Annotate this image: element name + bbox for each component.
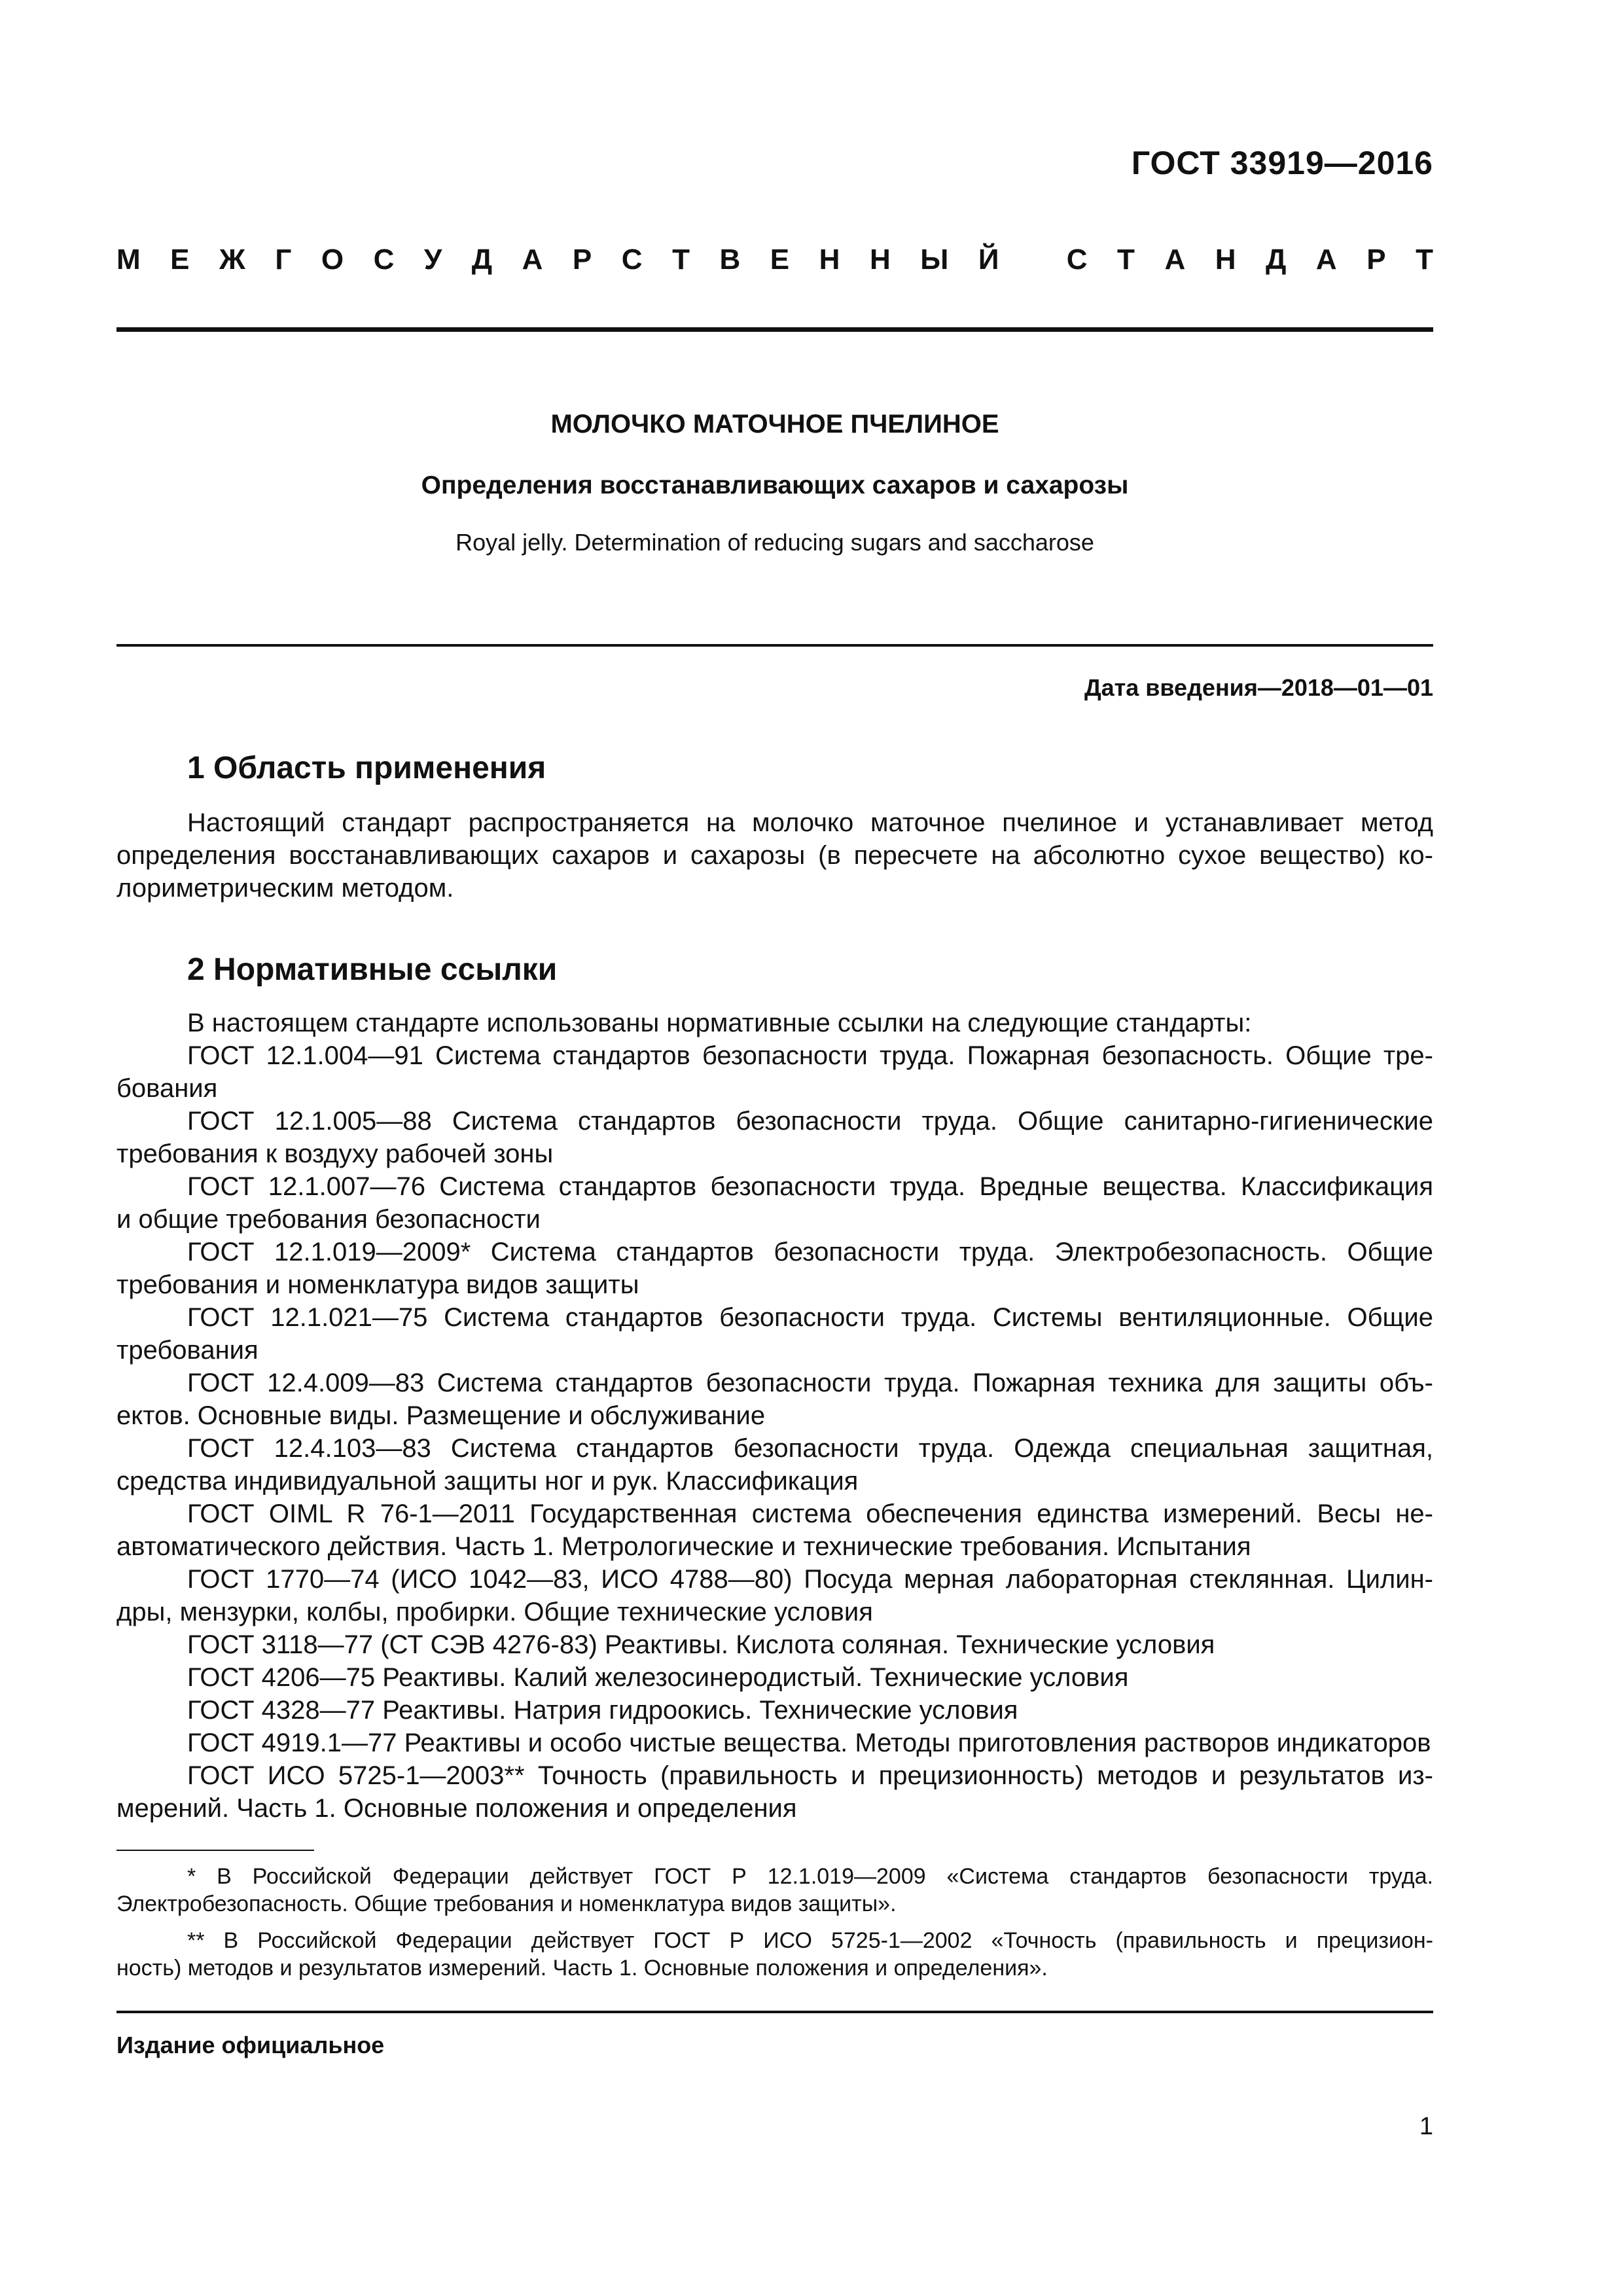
banner-letter: О xyxy=(321,243,344,276)
footnote-line: Электробезопасность. Общие требования и номенклатура видов защиты». xyxy=(116,1892,897,1916)
banner-letter: А xyxy=(1315,243,1337,276)
reference-line: и общие требования безопасности xyxy=(116,1205,541,1234)
footnote-gap xyxy=(116,1918,1433,1927)
footnote-line: ность) методов и результатов измерений. Часть 1. Основные положения и определения». xyxy=(116,1956,1048,1981)
page-number: 1 xyxy=(1419,2113,1433,2140)
reference-line: ектов. Основные виды. Размещение и обслуживание xyxy=(116,1401,766,1430)
reference-line: ГОСТ 12.1.007—76 Система стандартов безопасности труда. Вредные вещества. Классификация xyxy=(187,1172,1433,1201)
normative-references-list xyxy=(116,1007,1433,1825)
title-rule xyxy=(116,644,1433,647)
reference-line: ГОСТ ИСО 5725-1—2003** Точность (правильность и прецизионность) методов и результатов из- xyxy=(187,1761,1433,1790)
banner-letter: У xyxy=(423,243,442,276)
reference-line: ГОСТ 3118—77 (СТ СЭВ 4276-83) Реактивы. Кислота соляная. Технические условия xyxy=(187,1630,1215,1659)
section-1-line: определения восстанавливающих сахаров и сахарозы (в пересчете на абсолютно сухое вещество) ко- xyxy=(116,841,1433,870)
reference-line: ГОСТ 4328—77 Реактивы. Натрия гидроокись. Технические условия xyxy=(187,1696,1018,1725)
title-main: МОЛОЧКО МАТОЧНОЕ ПЧЕЛИНОЕ xyxy=(550,410,999,439)
banner-letter: Г xyxy=(275,243,292,276)
section-1-heading: 1 Область применения xyxy=(187,751,546,785)
section-1-line: лориметрическим методом. xyxy=(116,874,454,903)
section-1-body xyxy=(116,806,1433,905)
footnote-separator xyxy=(116,1850,314,1851)
banner-letter: Е xyxy=(170,243,190,276)
banner-letter: Д xyxy=(1266,243,1287,276)
reference-line: требования xyxy=(116,1336,259,1365)
banner-letter: Ж xyxy=(219,243,245,276)
banner-letter: С xyxy=(621,243,643,276)
footnote-line: ** В Российской Федерации действует ГОСТ Р ИСО 5725-1—2002 «Точность (правильность и прецизион- xyxy=(187,1928,1433,1953)
official-edition-label: Издание официальное xyxy=(116,2032,385,2058)
footnote-line: * В Российской Федерации действует ГОСТ Р 12.1.019—2009 «Система стандартов безопасности труда. xyxy=(187,1864,1433,1889)
title-english: Royal jelly. Determination of reducing sugars and saccharose xyxy=(455,529,1094,556)
reference-line: ГОСТ 4919.1—77 Реактивы и особо чистые вещества. Методы приготовления растворов индикаторов xyxy=(187,1729,1431,1757)
section-2-heading: 2 Нормативные ссылки xyxy=(187,952,558,987)
banner-letter: Н xyxy=(869,243,891,276)
reference-line: средства индивидуальной защиты ног и рук. Классификация xyxy=(116,1467,859,1496)
banner-letter: Р xyxy=(1366,243,1386,276)
banner-letter: С xyxy=(1066,243,1088,276)
banner-letter: Т xyxy=(672,243,690,276)
banner-letter: Д xyxy=(471,243,493,276)
banner-letter: Т xyxy=(1416,243,1433,276)
footer-rule xyxy=(116,2011,1433,2013)
banner-letter: Ы xyxy=(920,243,949,276)
banner-letter: Е xyxy=(770,243,790,276)
reference-line: В настоящем стандарте использованы нормативные ссылки на следующие стандарты: xyxy=(187,1009,1252,1037)
reference-line: мерений. Часть 1. Основные положения и определения xyxy=(116,1794,797,1823)
banner-letter: Н xyxy=(819,243,840,276)
banner-letter: Й xyxy=(978,243,999,276)
banner-letter: С xyxy=(373,243,395,276)
section-1-line: Настоящий стандарт распространяется на молочко маточное пчелиное и устанавливает метод xyxy=(187,808,1433,837)
title-subtitle: Определения восстанавливающих сахаров и сахарозы xyxy=(421,471,1129,499)
banner-letter: А xyxy=(522,243,543,276)
banner-word-gap xyxy=(1029,243,1037,276)
reference-line: дры, мензурки, колбы, пробирки. Общие технические условия xyxy=(116,1598,873,1626)
reference-line: ГОСТ 4206—75 Реактивы. Калий железосинеродистый. Технические условия xyxy=(187,1663,1129,1692)
reference-line: ГОСТ OIML R 76-1—2011 Государственная система обеспечения единства измерений. Весы не- xyxy=(187,1499,1433,1528)
banner-letter: А xyxy=(1164,243,1186,276)
reference-line: требования к воздуху рабочей зоны xyxy=(116,1139,554,1168)
reference-line: ГОСТ 12.4.103—83 Система стандартов безопасности труда. Одежда специальная защитная, xyxy=(187,1434,1433,1463)
reference-line: бования xyxy=(116,1074,218,1103)
introduction-date: Дата введения—2018—01—01 xyxy=(1084,674,1433,701)
interstate-standard-banner xyxy=(116,243,1433,276)
banner-letter: М xyxy=(116,243,141,276)
reference-line: ГОСТ 12.1.021—75 Система стандартов безопасности труда. Системы вентиляционные. Общие xyxy=(187,1303,1433,1332)
reference-line: требования и номенклатура видов защиты xyxy=(116,1270,639,1299)
reference-line: ГОСТ 12.4.009—83 Система стандартов безопасности труда. Пожарная техника для защиты объ- xyxy=(187,1369,1433,1397)
header-rule xyxy=(116,327,1433,332)
footnotes xyxy=(116,1863,1433,1982)
reference-line: ГОСТ 12.1.004—91 Система стандартов безопасности труда. Пожарная безопасность. Общие тре- xyxy=(187,1041,1433,1070)
banner-letter: Р xyxy=(572,243,592,276)
reference-line: ГОСТ 12.1.019—2009* Система стандартов безопасности труда. Электробезопасность. Общие xyxy=(187,1238,1433,1266)
reference-line: ГОСТ 12.1.005—88 Система стандартов безопасности труда. Общие санитарно-гигиенические xyxy=(187,1107,1433,1136)
reference-line: автоматического действия. Часть 1. Метрологические и технические требования. Испытания xyxy=(116,1532,1251,1561)
banner-letter: В xyxy=(719,243,741,276)
reference-line: ГОСТ 1770—74 (ИСО 1042—83, ИСО 4788—80) Посуда мерная лабораторная стеклянная. Цилин- xyxy=(187,1565,1433,1594)
banner-letter: Н xyxy=(1215,243,1236,276)
banner-letter: Т xyxy=(1117,243,1135,276)
document-number: ГОСТ 33919—2016 xyxy=(1131,145,1433,181)
